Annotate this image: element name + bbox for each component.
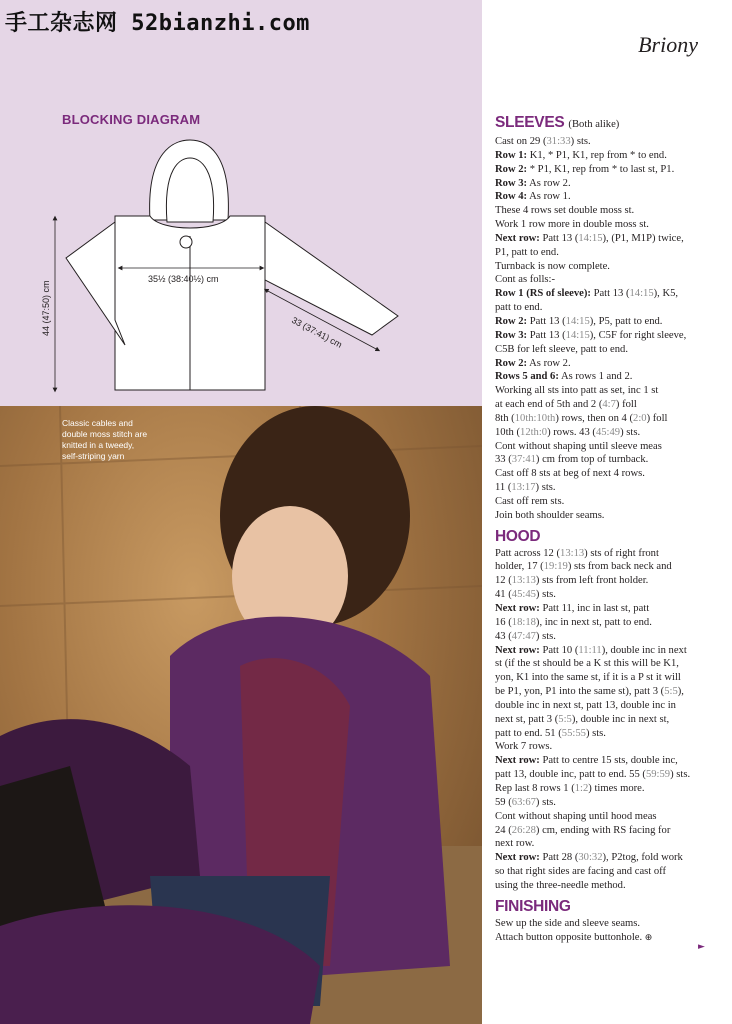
right-sleeve-outline	[265, 222, 398, 335]
instruction-text: ) sts.	[535, 482, 556, 494]
instruction-line	[495, 931, 723, 946]
row-label: Row 2:	[495, 163, 528, 175]
instruction-line	[495, 135, 723, 149]
instruction-text: ),	[677, 686, 684, 698]
row-label: Next row:	[495, 852, 540, 864]
instruction-line	[495, 727, 723, 741]
instruction-text: Join both shoulder seams.	[495, 509, 605, 521]
diagram-title: BLOCKING DIAGRAM	[62, 112, 201, 127]
instruction-text: ), K5,	[653, 288, 679, 300]
instruction-line	[495, 467, 723, 481]
instruction-line	[495, 602, 723, 616]
section-title	[495, 113, 723, 135]
instruction-text: 11 (	[495, 482, 512, 494]
instruction-line	[495, 824, 723, 838]
instruction-text: Patt 13 (	[539, 232, 579, 244]
size-values: 2:0	[633, 412, 647, 424]
instruction-text: Turnback is now complete.	[495, 260, 610, 272]
size-values: 10th:10th	[514, 412, 556, 424]
size-values: 14:15	[565, 315, 590, 327]
continue-arrow-icon: ►	[698, 942, 705, 952]
instruction-text: ) cm from top of turnback.	[535, 454, 649, 466]
instruction-text: Cont without shaping until sleeve meas	[495, 440, 662, 452]
chest-measure-label: 35½ (38:40½) cm	[148, 274, 219, 284]
row-label: Row 2:	[495, 357, 528, 369]
size-values: 47:47	[511, 630, 536, 642]
instruction-text: ), double inc in next	[601, 644, 687, 656]
instruction-text: ) foll	[646, 412, 668, 424]
size-values: 37:41	[511, 454, 536, 466]
instruction-text: patt 13, double inc, patt to end. 55 (	[495, 769, 646, 781]
size-values: 18:18	[511, 616, 536, 628]
instruction-line	[495, 547, 723, 561]
instruction-text: ) sts.	[620, 426, 641, 438]
instruction-line	[495, 560, 723, 574]
section-title	[495, 897, 723, 917]
instruction-text: double inc in next st, patt 13, double inc in	[495, 699, 676, 711]
instruction-text: ) foll	[615, 399, 637, 411]
size-values: 14:15	[629, 288, 654, 300]
instruction-text: holder, 17 (	[495, 561, 544, 573]
instruction-line	[495, 917, 723, 931]
instruction-text: ), inc in next st, patt to end.	[535, 616, 652, 628]
size-values: 5:5	[558, 713, 572, 725]
instruction-text: Patt 13 (	[527, 329, 566, 341]
instruction-line	[495, 260, 723, 274]
instruction-line	[495, 384, 723, 398]
instruction-text: K1, * P1, K1, rep from * to end.	[527, 149, 667, 161]
instruction-text: * P1, K1, rep from * to last st, P1.	[527, 163, 675, 175]
size-values: 30:32	[578, 852, 603, 864]
section-title-text: SLEEVES	[495, 114, 565, 131]
instruction-text: ) sts.	[535, 630, 556, 642]
instruction-line	[495, 644, 723, 658]
instruction-line	[495, 481, 723, 495]
instruction-text: ) times more.	[588, 782, 645, 794]
instruction-text: Cont as folls:-	[495, 274, 556, 286]
instruction-text: ) sts of right front	[584, 547, 659, 559]
instruction-line	[495, 204, 723, 218]
instruction-text: Rep last 8 rows 1 (	[495, 782, 575, 794]
instruction-text: 12 (	[495, 575, 512, 587]
size-values: 59:59	[645, 769, 671, 781]
instruction-text: As row 1.	[527, 191, 571, 203]
instruction-text: be P1, yon, P1 into the same st), patt 3 (	[495, 686, 665, 698]
instruction-text: ), C5F for right sleeve,	[589, 329, 687, 341]
row-label: Next row:	[495, 603, 540, 614]
instruction-line	[495, 671, 723, 685]
instruction-text: ) sts.	[535, 796, 556, 808]
instruction-line	[495, 796, 723, 810]
instruction-text: Attach button opposite buttonhole.	[495, 931, 645, 943]
size-values: 45:49	[595, 426, 621, 438]
instruction-line	[495, 574, 723, 588]
instruction-line	[495, 426, 723, 440]
end-mark-icon: ⊕	[644, 932, 653, 943]
instruction-line	[495, 657, 723, 671]
instruction-line	[495, 685, 723, 699]
size-values: 1:2	[574, 782, 589, 794]
size-values: 26:28	[511, 824, 536, 836]
instruction-text: Patt 13 (	[590, 288, 630, 300]
instruction-text: Sew up the side and sleeve seams.	[495, 917, 641, 929]
size-values: 14:15	[565, 329, 590, 341]
instruction-text: P1, patt to end.	[495, 246, 559, 258]
instruction-line	[495, 273, 723, 287]
instruction-text: As row 2.	[527, 177, 571, 189]
size-values: 45:45	[511, 589, 536, 601]
instruction-line	[495, 190, 723, 204]
section-title	[495, 527, 723, 547]
instruction-text: 33 (	[495, 454, 512, 466]
instruction-line	[495, 616, 723, 630]
instruction-text: 16 (	[495, 616, 512, 628]
pattern-name: Briony	[638, 32, 698, 57]
instruction-line	[495, 357, 723, 371]
instruction-text: ) rows, then on 4 (	[555, 412, 634, 424]
size-values: 5:5	[664, 686, 678, 698]
instruction-text: st (if the st should be a K st this will be K1,	[495, 658, 679, 670]
row-label: Row 4:	[495, 191, 528, 203]
instruction-text: patt to end. 51 (	[495, 727, 562, 739]
instruction-line	[495, 713, 723, 727]
right-column	[482, 0, 732, 1024]
instruction-line	[495, 768, 723, 782]
instruction-line	[495, 440, 723, 454]
size-values: 63:67	[511, 796, 536, 808]
size-values: 19:19	[543, 561, 568, 573]
instruction-line	[495, 699, 723, 713]
instruction-line	[495, 412, 723, 426]
section-title-text: FINISHING	[495, 897, 571, 915]
instruction-text: so that right sides are facing and cast off	[495, 866, 667, 878]
instruction-text: These 4 rows set double moss st.	[495, 205, 635, 217]
instruction-text: ), (P1, M1P) twice,	[602, 232, 684, 244]
instruction-text: 8th (	[495, 412, 515, 424]
size-values: 13:13	[560, 547, 585, 559]
instruction-line	[495, 865, 723, 879]
instruction-text: As rows 1 and 2.	[558, 371, 633, 383]
photo-illustration	[0, 406, 482, 1024]
instruction-line	[495, 315, 723, 329]
row-label: Next row:	[495, 232, 540, 244]
instruction-line	[495, 754, 723, 768]
instruction-text: Patt 10 (	[539, 644, 579, 656]
row-label: Row 3:	[495, 177, 528, 189]
instruction-text: Working all sts into patt as set, inc 1 st	[495, 385, 659, 397]
row-label: Row 3:	[495, 329, 528, 341]
button-mark	[180, 236, 192, 248]
instruction-line	[495, 246, 723, 260]
instruction-text: at each end of 5th and 2 (	[495, 399, 603, 411]
instruction-line	[495, 370, 723, 384]
instruction-text: patt to end.	[495, 302, 543, 314]
instruction-text: next row.	[495, 838, 535, 850]
instruction-line	[495, 851, 723, 865]
size-values: 4:7	[602, 399, 616, 411]
instruction-line	[495, 287, 723, 301]
instruction-line	[495, 398, 723, 412]
row-label: Rows 5 and 6:	[495, 371, 559, 383]
row-label: Row 1:	[495, 149, 528, 161]
photo-caption: Classic cables and double moss stitch are knitted in a tweedy, self-striping yarn	[62, 418, 148, 461]
instruction-line	[495, 218, 723, 232]
instruction-line	[495, 453, 723, 467]
instruction-line	[495, 495, 723, 509]
row-label: Next row:	[495, 755, 540, 767]
length-measure-label: 44 (47:50) cm	[41, 280, 51, 336]
instruction-text: ) sts.	[535, 589, 556, 601]
size-values: 12th:0	[520, 426, 548, 438]
row-label: Next row:	[495, 644, 540, 656]
instruction-text: Cast off 8 sts at beg of next 4 rows.	[495, 468, 645, 480]
instruction-text: ), double inc in next st,	[571, 713, 670, 725]
blocking-diagram-panel	[0, 0, 482, 406]
instruction-line	[495, 232, 723, 246]
instruction-text: C5B for left sleeve, patt to end.	[495, 343, 628, 355]
section-subtitle: (Both alike)	[568, 119, 620, 130]
instruction-line	[495, 837, 723, 851]
instruction-text: ), P2tog, fold work	[602, 852, 683, 864]
instruction-text: ) sts from back neck and	[567, 561, 672, 573]
instruction-text: Cont without shaping until hood meas	[495, 810, 657, 822]
instruction-line	[495, 177, 723, 191]
site-watermark: 手工杂志网 52bianzhi.com	[5, 11, 310, 36]
instruction-text: ) sts from left front holder.	[535, 575, 649, 587]
instruction-text: ) cm, ending with RS facing for	[535, 824, 671, 836]
instruction-line	[495, 879, 723, 893]
size-values: 13:13	[511, 575, 536, 587]
size-values: 14:15	[578, 232, 603, 244]
instruction-line	[495, 630, 723, 644]
section-title-text: HOOD	[495, 527, 541, 545]
instruction-line	[495, 149, 723, 163]
instruction-line	[495, 343, 723, 357]
row-label: Row 2:	[495, 315, 528, 327]
instruction-text: Work 1 row more in double moss st.	[495, 219, 649, 231]
instruction-text: ) sts.	[670, 769, 691, 781]
instruction-text: ) sts.	[585, 727, 606, 739]
instruction-text: 59 (	[495, 796, 512, 808]
instruction-text: As row 2.	[527, 357, 571, 369]
instruction-text: Patt 13 (	[527, 315, 566, 327]
instruction-line	[495, 810, 723, 824]
instruction-line	[495, 588, 723, 602]
size-values: 13:17	[511, 482, 536, 494]
instruction-text: Patt to centre 15 sts, double inc,	[539, 755, 678, 767]
instruction-text: ), P5, patt to end.	[589, 315, 663, 327]
instruction-text: Patt across 12 (	[495, 547, 561, 559]
instruction-text: Cast on 29 (	[495, 136, 547, 147]
instruction-text: Work 7 rows.	[495, 741, 553, 753]
row-label: Row 1 (RS of sleeve):	[495, 288, 591, 300]
instruction-text: using the three-needle method.	[495, 879, 626, 891]
size-values: 11:11	[578, 644, 602, 656]
instruction-text: ) sts.	[570, 136, 591, 147]
instruction-line	[495, 782, 723, 796]
instruction-line	[495, 163, 723, 177]
instruction-text: Patt 11, inc in last st, patt	[539, 603, 650, 614]
jacket-schematic	[0, 0, 482, 406]
instruction-text: yon, K1 into the same st, if it is a P st it will	[495, 672, 681, 684]
instruction-line	[495, 301, 723, 315]
instruction-line	[495, 329, 723, 343]
instruction-text: Cast off rem sts.	[495, 495, 565, 507]
instruction-text: 41 (	[495, 589, 512, 601]
size-values: 31:33	[546, 136, 571, 147]
instruction-text: next st, patt 3 (	[495, 713, 559, 725]
instruction-text: 24 (	[495, 824, 512, 836]
sleeve-measure-label: 33 (37:41) cm	[290, 314, 344, 350]
size-values: 55:55	[561, 727, 586, 739]
instruction-text: 10th (	[495, 426, 521, 438]
pattern-instructions	[495, 109, 723, 945]
instruction-text: 43 (	[495, 630, 512, 642]
instruction-line	[495, 509, 723, 523]
instruction-text: Patt 28 (	[539, 852, 579, 864]
instruction-line	[495, 740, 723, 754]
model-photo	[0, 406, 482, 1024]
instruction-text: ) rows. 43 (	[547, 426, 596, 438]
